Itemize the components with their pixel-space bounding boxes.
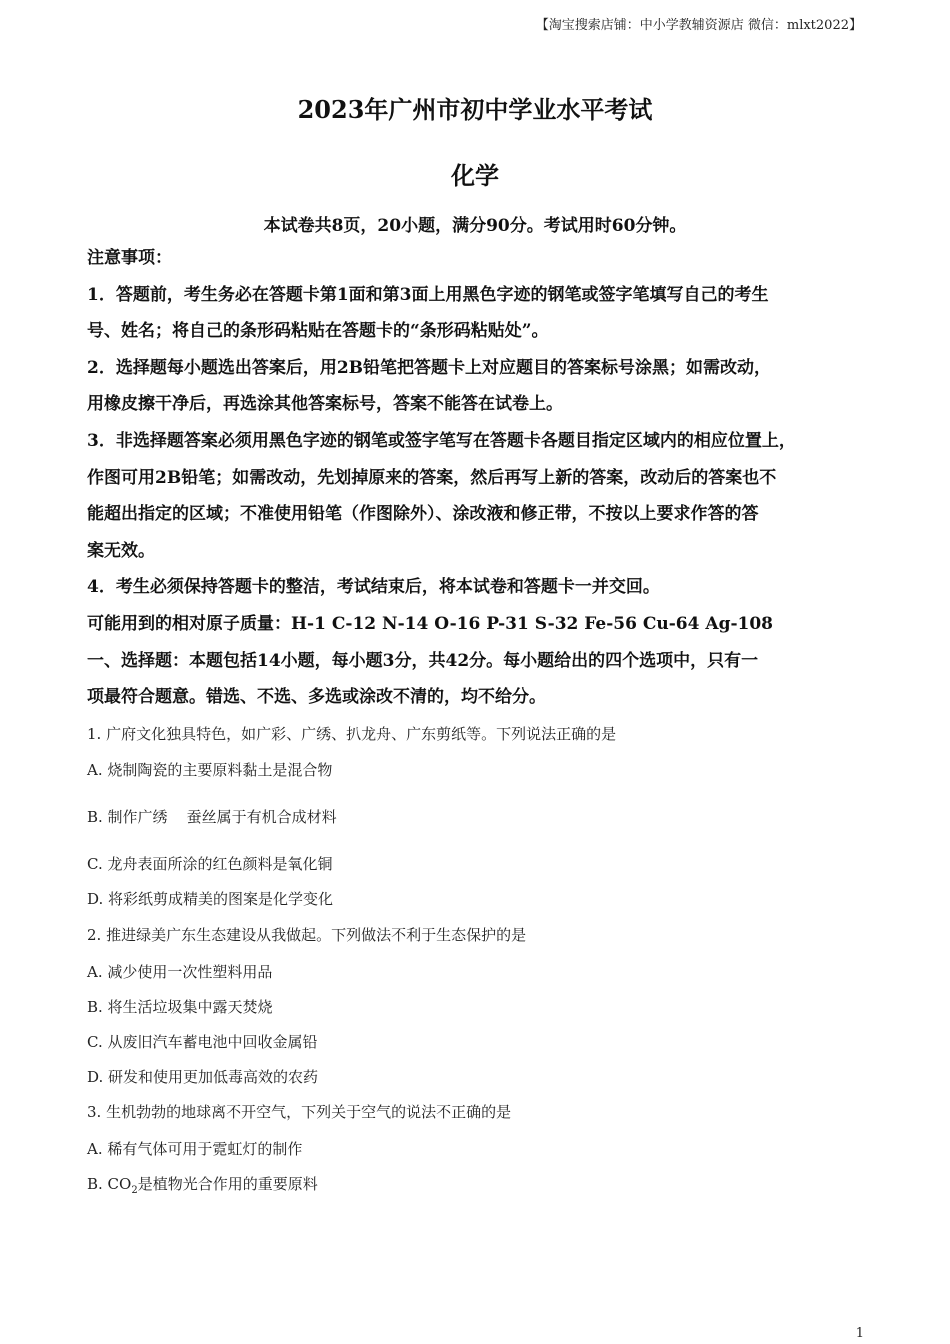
question-1-option-b: B. 制作广绣 蚕丝属于有机合成材料	[87, 808, 337, 826]
option-b-prefix: B. CO	[87, 1175, 132, 1193]
question-2-option-c: C. 从废旧汽车蓄电池中回收金属铅	[87, 1033, 318, 1051]
notice-line: 1．答题前，考生务必在答题卡第1面和第3面上用黑色字迹的钢笔或签字笔填写自己的考生	[87, 284, 769, 305]
notice-line: 4．考生必须保持答题卡的整洁，考试结束后，将本试卷和答题卡一并交回。	[87, 577, 660, 598]
notice-line: 3．非选择题答案必须用黑色字迹的钢笔或签字笔写在答题卡各题目指定区域内的相应位置上，	[87, 430, 796, 451]
header-note: 【淘宝搜索店铺：中小学教辅资源店 微信：mlxt2022】	[535, 18, 862, 33]
atomic-masses: 可能用到的相对原子质量：H-1 C-12 N-14 O-16 P-31 S-32 Fe-56 Cu-64 Ag-108	[87, 613, 774, 634]
notice-line: 案无效。	[87, 540, 155, 561]
instructions-block	[87, 240, 877, 716]
notice-heading: 注意事项：	[87, 248, 172, 268]
option-b-suffix: 是植物光合作用的重要原料	[137, 1175, 318, 1193]
question-2-stem: 2. 推进绿美广东生态建设从我做起。下列做法不利于生态保护的是	[87, 926, 527, 944]
question-3-stem: 3. 生机勃勃的地球离不开空气，下列关于空气的说法不正确的是	[87, 1103, 512, 1121]
notice-line: 用橡皮擦干净后，再选涂其他答案标号，答案不能答在试卷上。	[87, 394, 563, 415]
question-2-option-b: B. 将生活垃圾集中露天焚烧	[87, 998, 273, 1016]
notice-line: 作图可用2B铅笔；如需改动，先划掉原来的答案，然后再写上新的答案，改动后的答案也不	[87, 467, 777, 488]
exam-info: 本试卷共8页，20小题，满分90分。考试用时60分钟。	[263, 216, 687, 236]
page-number: 1	[855, 1326, 864, 1341]
section-one-heading: 项最符合题意。错选、不选、多选或涂改不清的，均不给分。	[87, 687, 546, 708]
notice-line: 能超出指定的区域；不准使用铅笔（作图除外）、涂改液和修正带，不按以上要求作答的答	[87, 504, 759, 525]
question-2-option-d: D. 研发和使用更加低毒高效的农药	[87, 1068, 319, 1086]
exam-title: 2023年广州市初中学业水平考试	[297, 95, 653, 124]
question-2-option-a: A. 减少使用一次性塑料用品	[87, 963, 273, 981]
notice-line: 2．选择题每小题选出答案后，用2B铅笔把答题卡上对应题目的答案标号涂黑；如需改动，	[87, 357, 772, 378]
question-1-option-a: A. 烧制陶瓷的主要原料黏土是混合物	[87, 761, 333, 779]
section-one-heading: 一、选择题：本题包括14小题，每小题3分，共42分。每小题给出的四个选项中，只有一	[87, 650, 759, 671]
notice-line: 号、姓名；将自己的条形码粘贴在答题卡的“条形码粘贴处”。	[87, 321, 549, 342]
subject-title: 化学	[451, 161, 499, 190]
question-3-option-a: A. 稀有气体可用于霓虹灯的制作	[87, 1140, 303, 1158]
question-3-option-b	[87, 1173, 318, 1196]
question-1-option-d: D. 将彩纸剪成精美的图案是化学变化	[87, 890, 334, 908]
question-1-option-c: C. 龙舟表面所涂的红色颜料是氧化铜	[87, 855, 333, 873]
subscript-two: 2	[131, 1185, 138, 1196]
question-1-stem: 1. 广府文化独具特色，如广彩、广绣、扒龙舟、广东剪纸等。下列说法正确的是	[87, 725, 617, 743]
